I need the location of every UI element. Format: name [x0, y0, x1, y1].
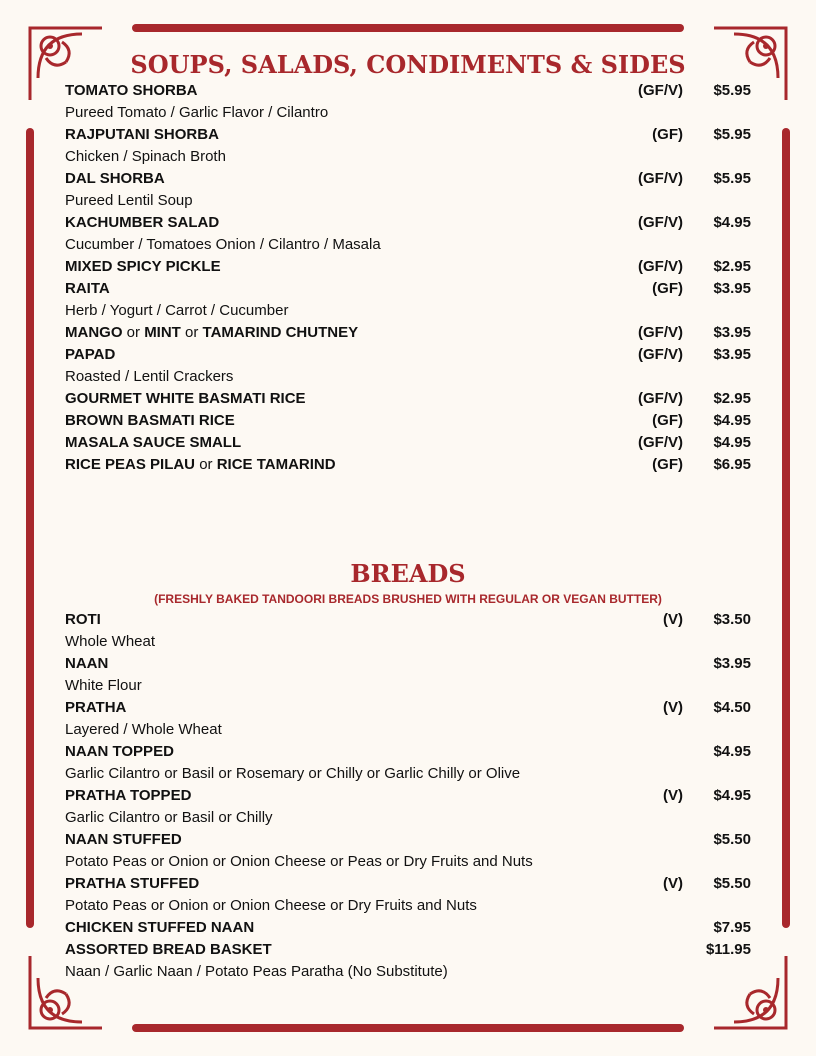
item-price: $5.50 — [713, 875, 751, 892]
item-name — [65, 456, 336, 473]
menu-item — [65, 697, 755, 719]
item-name: GOURMET WHITE BASMATI RICE — [65, 390, 306, 407]
item-name: NAAN — [65, 655, 109, 672]
diet-tag: (GF/V) — [638, 258, 683, 275]
breads-subtitle: (FRESHLY BAKED TANDOORI BREADS BRUSHED WITH REGULAR OR VEGAN BUTTER) — [154, 592, 662, 606]
menu-item — [65, 256, 755, 278]
item-name-part: RICE PEAS PILAU — [65, 456, 196, 473]
menu-item — [65, 939, 755, 961]
item-name: RAITA — [65, 280, 110, 297]
item-name-part: MINT — [144, 324, 181, 341]
item-price: $4.95 — [713, 214, 751, 231]
item-price: $4.95 — [713, 412, 751, 429]
diet-tag: (GF) — [652, 412, 683, 429]
menu-item — [65, 785, 755, 807]
item-name-part: RICE TAMARIND — [216, 456, 336, 473]
menu-item — [65, 410, 755, 432]
item-price: $4.50 — [713, 699, 751, 716]
item-name: MASALA SAUCE SMALL — [65, 434, 242, 451]
item-name: DAL SHORBA — [65, 170, 165, 187]
item-name: BROWN BASMATI RICE — [65, 412, 235, 429]
diet-tag: (GF) — [652, 280, 683, 297]
item-description: Cucumber / Tomatoes Onion / Cilantro / Masala — [65, 236, 381, 253]
item-description: Whole Wheat — [65, 633, 156, 650]
item-price: $5.95 — [713, 126, 751, 143]
menu-item — [65, 278, 755, 300]
menu-item — [65, 168, 755, 190]
item-description: Pureed Lentil Soup — [65, 192, 193, 209]
item-name-part: MANGO — [65, 324, 123, 341]
menu-item — [65, 80, 755, 102]
item-name: ROTI — [65, 611, 101, 628]
item-price: $4.95 — [713, 743, 751, 760]
item-description: Naan / Garlic Naan / Potato Peas Paratha (No Substitute) — [65, 963, 448, 980]
bottom-border — [132, 1024, 684, 1032]
menu-item — [65, 212, 755, 234]
item-price: $5.50 — [713, 831, 751, 848]
menu-item — [65, 454, 755, 476]
item-price: $4.95 — [713, 434, 751, 451]
menu-item — [65, 344, 755, 366]
menu-item — [65, 741, 755, 763]
item-price: $6.95 — [713, 456, 751, 473]
diet-tag: (GF/V) — [638, 346, 683, 363]
menu-item — [65, 432, 755, 454]
soups-section-title: SOUPS, SALADS, CONDIMENTS & SIDES — [130, 50, 686, 79]
item-name-part: TAMARIND CHUTNEY — [202, 324, 359, 341]
item-name: CHICKEN STUFFED NAAN — [65, 919, 255, 936]
item-price: $5.95 — [713, 170, 751, 187]
soups-menu-list — [65, 80, 755, 476]
item-description: Garlic Cilantro or Basil or Chilly — [65, 809, 273, 826]
item-description: Chicken / Spinach Broth — [65, 148, 226, 165]
item-name: ASSORTED BREAD BASKET — [65, 941, 272, 958]
diet-tag: (GF) — [652, 456, 683, 473]
item-price: $3.95 — [713, 655, 751, 672]
menu-item — [65, 609, 755, 631]
item-name: NAAN STUFFED — [65, 831, 182, 848]
item-price: $3.50 — [713, 611, 751, 628]
item-description: Herb / Yogurt / Carrot / Cucumber — [65, 302, 289, 319]
diet-tag: (V) — [663, 787, 683, 804]
item-description: Potato Peas or Onion or Onion Cheese or Dry Fruits and Nuts — [65, 897, 477, 914]
item-price: $3.95 — [713, 280, 751, 297]
item-name: TOMATO SHORBA — [65, 82, 198, 99]
item-name — [65, 324, 358, 341]
menu-item — [65, 388, 755, 410]
diet-tag: (GF/V) — [638, 214, 683, 231]
menu-item — [65, 653, 755, 675]
diet-tag: (GF) — [652, 126, 683, 143]
item-price: $3.95 — [713, 324, 751, 341]
item-price: $5.95 — [713, 82, 751, 99]
item-description: Potato Peas or Onion or Onion Cheese or Peas or Dry Fruits and Nuts — [65, 853, 533, 870]
menu-item — [65, 124, 755, 146]
item-price: $4.95 — [713, 787, 751, 804]
left-border — [26, 128, 34, 928]
breads-menu-list — [65, 609, 755, 983]
diet-tag: (GF/V) — [638, 170, 683, 187]
top-border — [132, 24, 684, 32]
diet-tag: (GF/V) — [638, 324, 683, 341]
item-description: Layered / Whole Wheat — [65, 721, 222, 738]
right-border — [782, 128, 790, 928]
item-description: Roasted / Lentil Crackers — [65, 368, 234, 385]
diet-tag: (GF/V) — [638, 82, 683, 99]
item-name: PAPAD — [65, 346, 116, 363]
item-name: RAJPUTANI SHORBA — [65, 126, 219, 143]
item-price: $2.95 — [713, 390, 751, 407]
diet-tag: (GF/V) — [638, 434, 683, 451]
item-description: Pureed Tomato / Garlic Flavor / Cilantro — [65, 104, 329, 121]
menu-item — [65, 917, 755, 939]
item-price: $2.95 — [713, 258, 751, 275]
item-name: KACHUMBER SALAD — [65, 214, 220, 231]
item-name: PRATHA TOPPED — [65, 787, 192, 804]
item-name: PRATHA — [65, 699, 127, 716]
item-name-conjunction: or — [199, 456, 213, 473]
breads-section-title: BREADS — [350, 559, 466, 588]
item-name-conjunction: or — [126, 324, 141, 341]
item-name: MIXED SPICY PICKLE — [65, 258, 221, 275]
item-name: PRATHA STUFFED — [65, 875, 200, 892]
diet-tag: (V) — [663, 699, 683, 716]
menu-item — [65, 873, 755, 895]
item-description: White Flour — [65, 677, 142, 694]
item-name: NAAN TOPPED — [65, 743, 174, 760]
diet-tag: (V) — [663, 611, 683, 628]
menu-item — [65, 829, 755, 851]
item-price: $11.95 — [705, 941, 751, 958]
item-description: Garlic Cilantro or Basil or Rosemary or Chilly or Garlic Chilly or Olive — [65, 765, 521, 782]
item-name-conjunction: or — [185, 324, 199, 341]
item-price: $3.95 — [713, 346, 751, 363]
diet-tag: (GF/V) — [638, 390, 683, 407]
diet-tag: (V) — [663, 875, 683, 892]
menu-item — [65, 322, 755, 344]
item-price: $7.95 — [713, 919, 751, 936]
